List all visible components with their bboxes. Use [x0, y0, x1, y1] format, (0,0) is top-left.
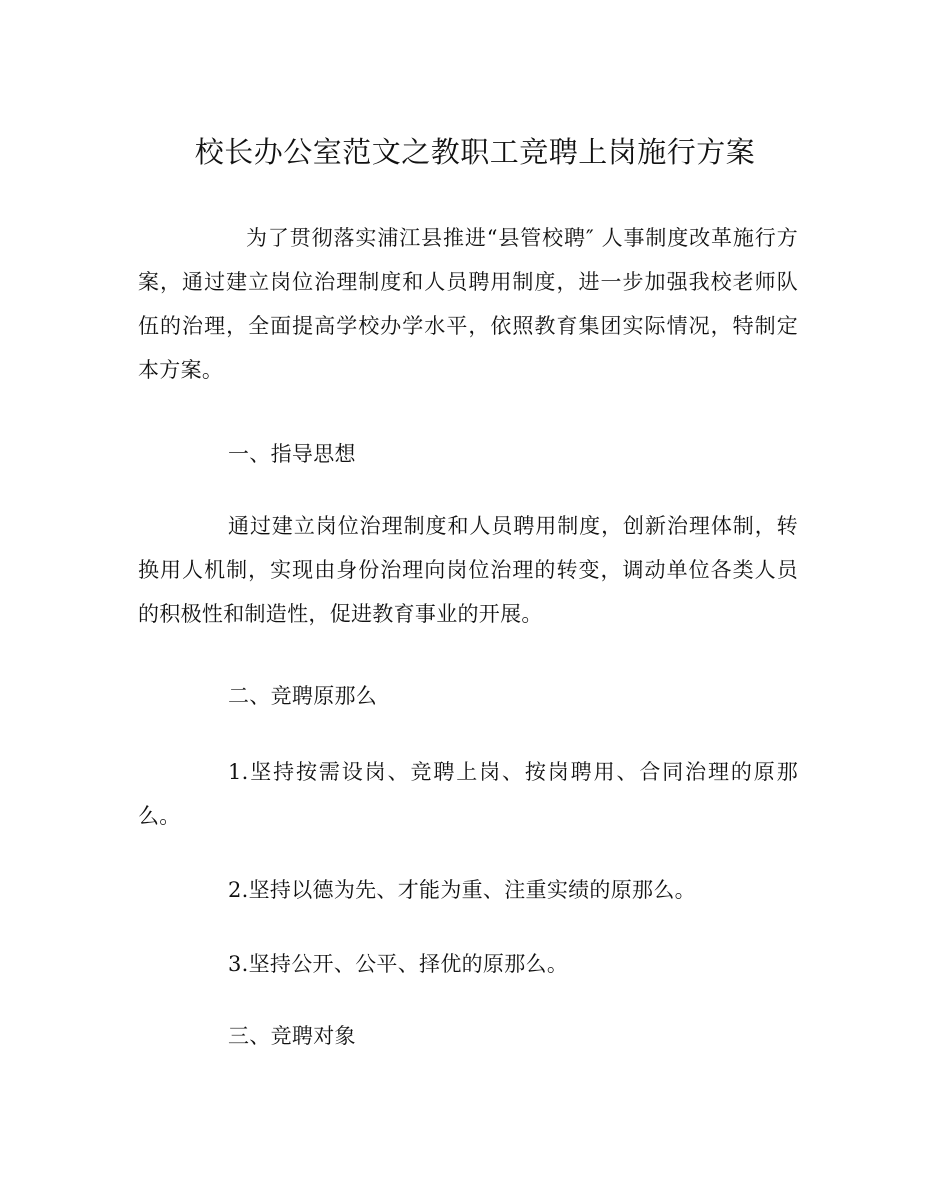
- guiding-ideology-paragraph: 通过建立岗位治理制度和人员聘用制度，创新治理体制，转换用人机制，实现由身份治理向岗位治理的转变，调动单位各类人员的积极性和制造性，促进教育事业的开展。: [138, 514, 798, 626]
- section-heading-guiding-ideology: 一、指导思想: [228, 442, 356, 466]
- intro-paragraph: 为了贯彻落实浦江县推进“县管校聘″ 人事制度改革施行方案，通过建立岗位治理制度和人员聘用制度，进一步加强我校老师队伍的治理，全面提高学校办学水平，依照教育集团实际情况，特制定本方案。: [138, 226, 798, 382]
- document-title: 校长办公室范文之教职工竞聘上岗施行方案: [194, 135, 756, 169]
- principle-item-1: 1.坚持按需设岗、竞聘上岗、按岗聘用、合同治理的原那么。: [138, 760, 798, 828]
- section-heading-candidates: 三、竞聘对象: [228, 1024, 356, 1048]
- section-heading-principles: 二、竞聘原那么: [228, 684, 378, 708]
- principle-item-2: 2.坚持以德为先、才能为重、注重实绩的原那么。: [228, 878, 696, 902]
- principle-item-3: 3.坚持公开、公平、择优的原那么。: [228, 952, 569, 976]
